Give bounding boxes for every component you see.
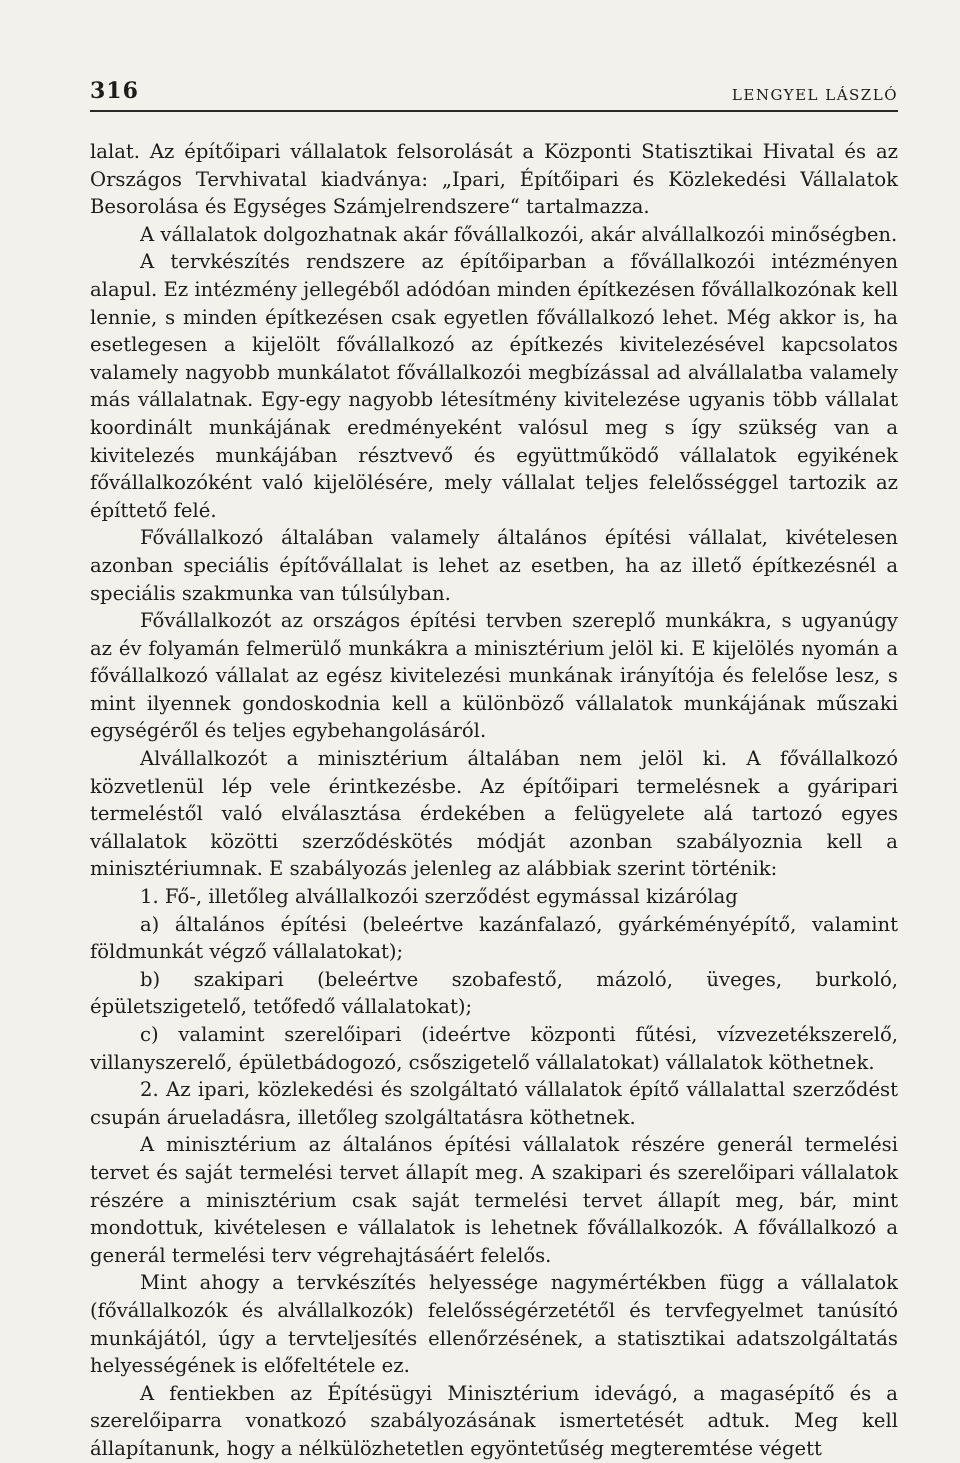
paragraph: lalat. Az építőipari vállalatok felsorolását a Központi Statisztikai Hivatal és az Országos Tervhivatal kiadványa: „Ipari, Építőipari és Közlekedési Vállalatok Besorolása és Egységes Számjelrendszere“ tartalmazza. [90,140,898,219]
list-item: 2. Az ipari, közlekedési és szolgáltató vállalatok építő vállalattal szerződést csupán árueladásra, illetőleg szolgáltatásra köthetnek. [90,1078,898,1129]
running-head-author: LENGYEL LÁSZLÓ [731,86,898,104]
list-item: b) szakipari (beleértve szobafestő, mázoló, üveges, burkoló, épületszigetelő, tetőfedő vállalatokat); [90,967,898,1019]
paragraph: A fentiekben az Építésügyi Minisztérium idevágó, a magasépítő és a szerelőiparra vonatkozó szabályozásának ismertetését adtuk. Meg kell állapítanunk, hogy a nélkülözhetetlen egyöntetűség megteremtése végett [90,1381,898,1460]
paragraph: A tervkészítés rendszere az építőiparban a fővállalkozói intézményen alapul. Ez intézmény jellegéből adódóan minden építkezésen fővállalkozónak kell lennie, s minden építkezésen csak egyetlen fővállalkozó lehet. Még akkor is, ha esetlegesen a kijelölt fővállalkozó az építkezés kivitelezésével kapcsolatos valamely nagyobb munkálatot fővállalkozói megbízással ad alvállalatba valamely más vállalatnak. Egy-egy nagyobb létesítmény kivitelezése ugyanis több vállalat koordinált munkájának eredményeként valósul meg s így szükség van a kivitelezés munkájában résztvevő és együttműködő vállalatok egyikének fővállalkozóként való kijelölésére, mely vállalat teljes felelősséggel tartozik az építtető felé. [90,250,898,522]
list-item: c) valamint szerelőipari (ideértve központi fűtési, vízvezetékszerelő, villanyszerelő, épületbádogozó, csőszigetelő vállalatokat) vállalatok köthetnek. [90,1023,898,1074]
running-header [90,78,898,112]
paragraph: Mint ahogy a tervkészítés helyessége nagymértékben függ a vállalatok (fővállalkozók és alvállalkozók) felelősségérzetétől és tervfegyelmet tanúsító munkájától, úgy a tervteljesítés ellenőrzésének, a statisztikai adatszolgáltatás helyességének is előfeltétele ez. [90,1271,898,1378]
paragraph: Fővállalkozó általában valamely általános építési vállalat, kivételesen azonban speciális építővállalat is lehet az esetben, ha az illető építkezésnél a speciális szakmunka van túlsúlyban. [90,526,898,605]
list-item: a) általános építési (beleértve kazánfalazó, gyárkéményépítő, valamint földmunkát végző vállalatokat); [90,912,898,964]
body-text [90,138,898,1463]
page-number: 316 [90,78,139,104]
paragraph: Alvállalkozót a minisztérium általában nem jelöl ki. A fővállalkozó közvetlenül lép vele érintkezésbe. Az építőipari termelésnek a gyáripari termeléstől való elválasztása érdekében a felügyelete alá tartozó egyes vállalatok közötti szerződéskötés módját azonban szabályoznia kell a minisztériumnak. E szabályozás jelenleg az alábbiak szerint történik: [90,747,898,881]
paragraph: A minisztérium az általános építési vállalatok részére generál termelési tervet és saját termelési tervet állapít meg. A szakipari és szerelőipari vállalatok részére a minisztérium csak saját termelési tervet állapít meg, bár, mint mondottuk, kivételesen e vállalatok is lehetnek fővállalkozók. A fővállalkozó a generál termelési terv végrehajtásáért felelős. [90,1133,898,1267]
paragraph: Fővállalkozót az országos építési tervben szereplő munkákra, s ugyanúgy az év folyamán felmerülő munkákra a minisztérium jelöl ki. E kijelölés nyomán a fővállalkozó vállalat az egész kivitelezési munkának irányítója és felelőse lesz, s mint ilyennek gondoskodnia kell a különböző vállalatok munkájának műszaki egységéről és teljes egybehangolásáról. [90,609,898,743]
list-item: 1. Fő-, illetőleg alvállalkozói szerződést egymással kizárólag [140,885,738,909]
paragraph: A vállalatok dolgozhatnak akár fővállalkozói, akár alvállalkozói minőségben. [140,222,898,246]
